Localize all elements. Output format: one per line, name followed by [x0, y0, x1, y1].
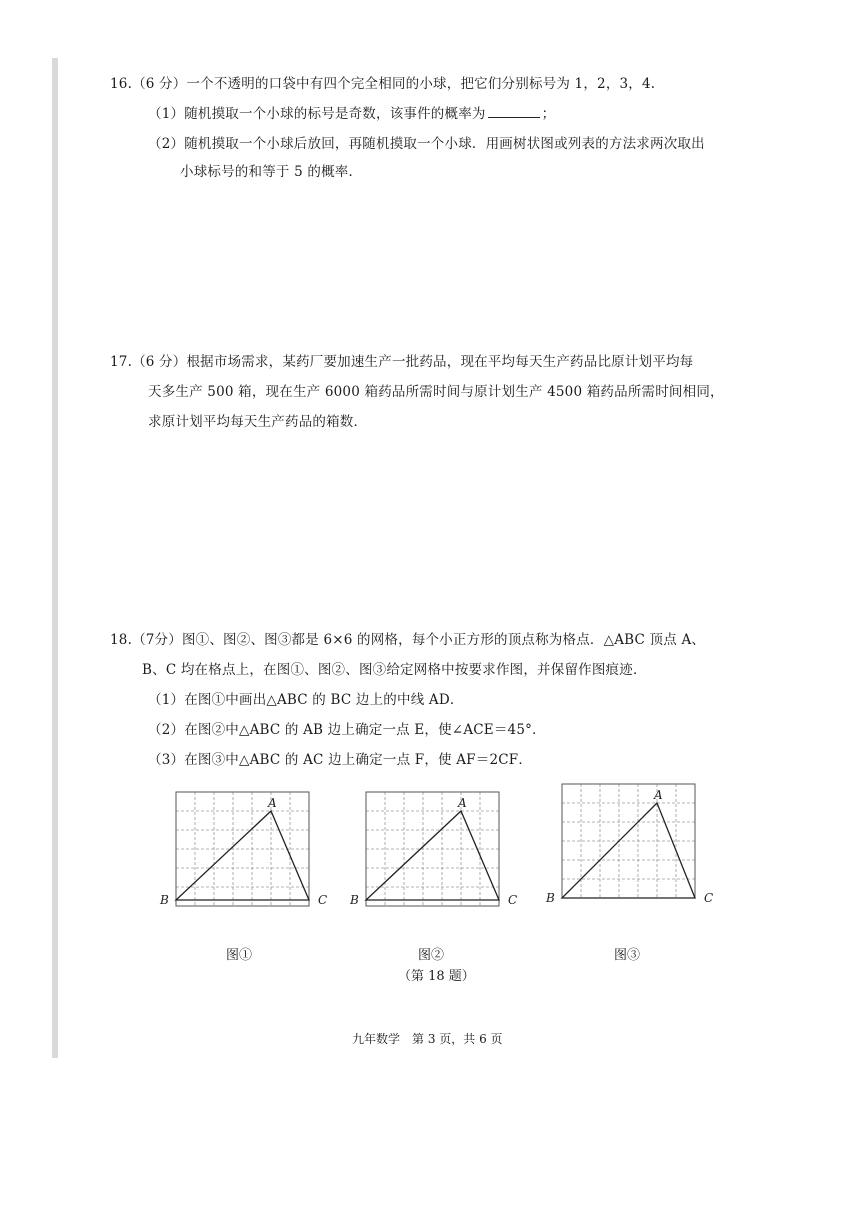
vertex-c-label: C [704, 891, 714, 905]
figure-3-label: 图③ [614, 948, 641, 963]
figure-1-label: 图① [226, 948, 253, 963]
q16-part1-text: （1）随机摸取一个小球的标号是奇数，该事件的概率为 [148, 106, 486, 122]
triangle-abc [562, 803, 695, 898]
q18-line2: B、C 均在格点上，在图①、图②、图③给定网格中按要求作图，并保留作图痕迹． [142, 662, 647, 678]
grid-lines [176, 792, 309, 906]
page-footer: 九年数学 第 3 页，共 6 页 [352, 1032, 503, 1046]
vertex-a-label: A [458, 796, 467, 810]
q18-line1: 18.（7分）图①、图②、图③都是 6×6 的网格，每个小正方形的顶点称为格点．△ABC 顶点 A、 [110, 632, 706, 648]
answer-blank[interactable] [488, 103, 540, 118]
q18-part2: （2）在图②中△ABC 的 AB 边上确定一点 E，使∠ACE＝45°． [148, 722, 546, 738]
q16-header: 16.（6 分）一个不透明的口袋中有四个完全相同的小球，把它们分别标号为 1，2，3，4. [110, 76, 656, 92]
vertex-c-label: C [508, 893, 518, 907]
q18-part1: （1）在图①中画出△ABC 的 BC 边上的中线 AD． [148, 692, 464, 708]
page-left-edge [52, 58, 58, 1058]
q17-line3: 求原计划平均每天生产药品的箱数． [148, 414, 368, 430]
grid-figure-1 [158, 786, 338, 918]
vertex-b-label: B [350, 893, 359, 907]
grid-lines [562, 784, 695, 898]
q17-line1: 17.（6 分）根据市场需求，某药厂要加速生产一批药品，现在平均每天生产药品比原计划平均每 [110, 354, 694, 370]
vertex-c-label: C [318, 893, 328, 907]
vertex-b-label: B [160, 893, 169, 907]
grid-figure-3 [544, 778, 724, 910]
grid-figure-2 [348, 786, 528, 918]
q16-part1 [148, 102, 555, 122]
vertex-a-label: A [654, 788, 663, 802]
q18-part3: （3）在图③中△ABC 的 AC 边上确定一点 F，使 AF＝2CF． [148, 752, 533, 768]
q16-part1-end: ； [541, 106, 556, 122]
grid-lines [366, 792, 499, 906]
vertex-a-label: A [268, 796, 277, 810]
figure-2-label: 图② [418, 948, 445, 963]
q16-part2-line2: 小球标号的和等于 5 的概率． [180, 164, 363, 180]
q16-part2-line1: （2）随机摸取一个小球后放回，再随机摸取一个小球．用画树状图或列表的方法求两次取出 [148, 136, 705, 152]
figure-caption: （第 18 题） [398, 969, 475, 984]
vertex-b-label: B [546, 891, 555, 905]
q17-line2: 天多生产 500 箱，现在生产 6000 箱药品所需时间与原计划生产 4500 箱药品所需时间相同， [148, 384, 724, 400]
